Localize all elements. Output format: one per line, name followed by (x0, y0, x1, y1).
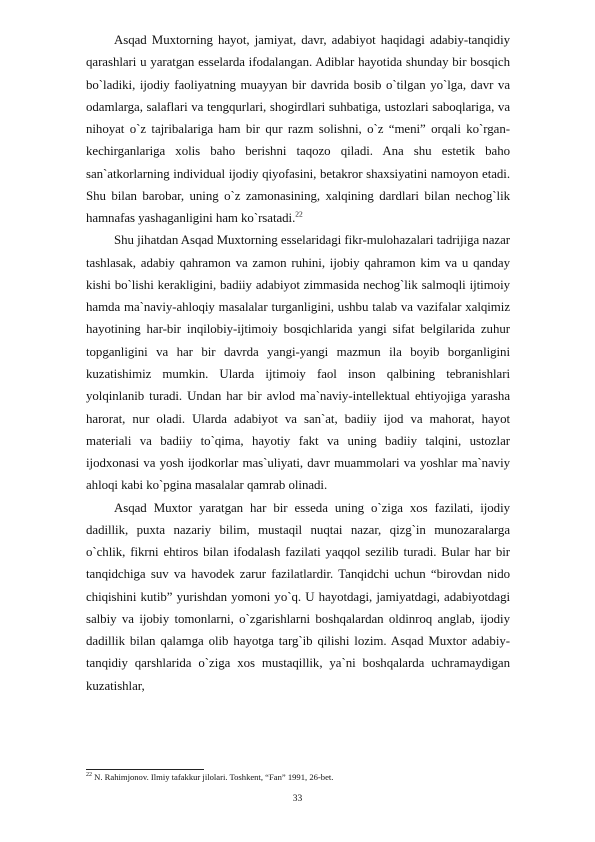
paragraph-2 (86, 229, 510, 496)
footnote (86, 771, 510, 783)
footnote-text: N. Rahimjonov. Ilmiy tafakkur jilolari. Toshkent, “Fan” 1991, 26-bet. (94, 772, 334, 782)
page-body (86, 29, 510, 697)
paragraph-3-text: Asqad Muxtor yaratgan har bir esseda uning o`ziga xos fazilati, ijodiy dadillik, puxta nazariy bilim, mustaqil nuqtai nazar, qizg`in munozaralarga o`chlik, fikrni ehtiros bilan ifodalash fazilati yaqqol sezilib turadi. Bular har bir tanqidchiga suv va havodek zarur fazilatlardir. Tanqidchi uchun “birovdan nido chiqishini kutib” yurishdan yomoni yo`q. U hayotdagi, jamiyatdagi, adabiyotdagi salbiy va ijobiy tomonlarni, o`zgarishlarni boshqalardan oldinroq anglab, ijodiy dadillik bilan qalamga olib hayotga targ`ib qilishi lozim. Asqad Muxtor adabiy-tanqidiy qarshlarida o`ziga xos mustaqillik, ya`ni boshqalarda uchramaydigan kuzatishlar, (86, 500, 510, 693)
paragraph-1-text: Asqad Muxtorning hayot, jamiyat, davr, adabiyot haqidagi adabiy-tanqidiy qarashlari u yaratgan esselarda ifodalangan. Adiblar hayotida shunday bir bosqich bo`ladiki, ijodiy faoliyatning muayyan bir davrida bosib o`tilgan yo`lga, davr va odamlarga, salaflari va tengqurlari, shogirdlari suhbatiga, ustozlari saboqlariga, va nihoyat o`z tajribalariga ham bir qur razm solishni, o`z “meni” orqali ko`rgan-kechirganlariga xolis baho berishni taqozo qiladi. Ana shu estetik baho san`atkorlarning individual ijodiy qiyofasini, betakror shaxsiyatini namoyon etadi. Shu bilan barobar, uning o`z zamonasining, xalqining dardlari bilan nechog`lik hamnafas yashaganligini ham ko`rsatadi. (86, 33, 510, 226)
footnote-divider (86, 769, 204, 770)
footnote-number: 22 (86, 772, 92, 779)
paragraph-2-text: Shu jihatdan Asqad Muxtorning esselaridagi fikr-mulohazalari tadrijiga nazar tashlasak, adabiy qahramon va zamon ruhini, ijobiy qahramon kim va u qanday kishi bo`lishi kerakligini, badiiy adabiyot zimmasida nechog`lik salmoqli ijtimoiy hamda ma`naviy-ahloqiy masalalar turganligini, ushbu talab va vazifalar xalqimiz hayotining har-bir inqilobiy-ijtimoiy bosqichlarida yangi sifat belgilarida zuhur topganligini va har bir davrda yangi-yangi mazmun ila boyib borganligini kuzatishimiz mumkin. Ularda ijtimoiy faol inson qalbining tebranishlari yolqinlanib turadi. Undan har bir avlod ma`naviy-intellektual ehtiyojiga yarasha harorat, nur oladi. Ularda adabiyot va san`at, badiiy ijod va mahorat, hayot materiali va badiiy to`qima, hayotiy fakt va uning badiiy talqini, ustozlar ijodxonasi va yosh ijodkorlar mas`uliyati, davr muammolari va yoshlar ma`naviy ahloqi kabi ko`pgina masalalar qamrab olinadi. (86, 233, 510, 493)
paragraph-3 (86, 497, 510, 697)
page-number: 33 (292, 794, 303, 804)
paragraph-1 (86, 29, 510, 229)
footnote-reference[interactable]: 22 (295, 209, 303, 219)
